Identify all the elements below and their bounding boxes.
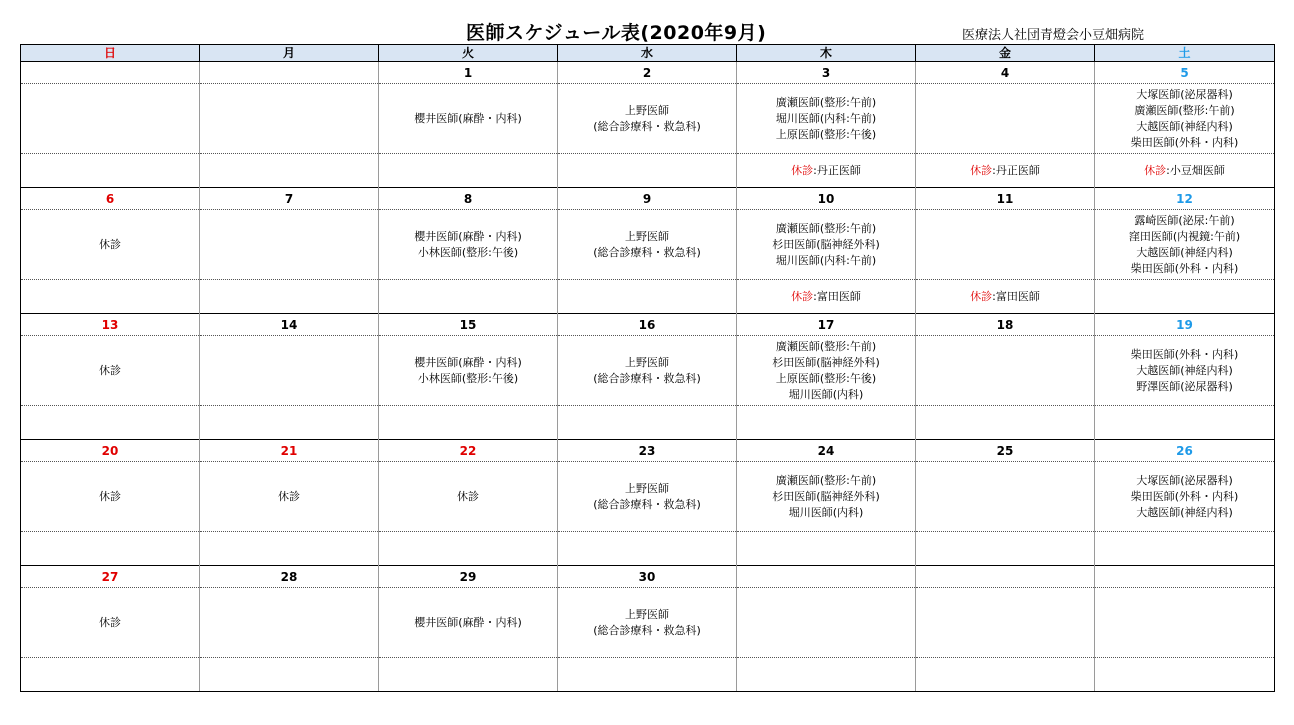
closed-doctor-name: :富田医師 [992, 289, 1040, 303]
doctor-cell-wed [558, 462, 737, 532]
doctor-cell-thu [737, 336, 916, 406]
doctor-cell-sat [1095, 84, 1275, 154]
date-cell-sun: 13 [21, 314, 200, 336]
date-row [21, 566, 1275, 588]
closed-cell-fri [916, 154, 1095, 188]
closed-doctor-name: :小豆畑医師 [1166, 163, 1225, 177]
doctor-entry: 休診 [99, 363, 121, 377]
closed-cell-thu [737, 532, 916, 566]
doctor-entry: 柴田医師(外科・内科) [1130, 261, 1239, 275]
closed-cell-thu [737, 154, 916, 188]
doctor-row [21, 210, 1275, 280]
doctor-cell-sun [21, 336, 200, 406]
doctor-row [21, 588, 1275, 658]
doctor-entry: 廣瀬医師(整形:午前) [1134, 103, 1235, 117]
doctor-entry: 廣瀬医師(整形:午前) [775, 95, 877, 109]
doctor-cell-thu [737, 84, 916, 154]
doctor-entry: 小林医師(整形:午後) [417, 371, 519, 385]
weekday-mon: 月 [200, 45, 379, 62]
doctor-entry: 露崎医師(泌尿:午前) [1134, 213, 1235, 227]
doctor-entry: 堀川医師(内科) [788, 387, 864, 401]
page-title: 医師スケジュール表(2020年9月) [466, 22, 767, 44]
doctor-cell-sat [1095, 336, 1275, 406]
closed-cell-sat [1095, 406, 1275, 440]
doctor-entry: 上野医師 [625, 103, 669, 117]
date-cell-sun: 20 [21, 440, 200, 462]
date-cell-tue: 15 [379, 314, 558, 336]
closed-cell-sun [21, 154, 200, 188]
closed-doctor-name: :富田医師 [813, 289, 861, 303]
date-cell-mon: 28 [200, 566, 379, 588]
closed-cell-sat [1095, 154, 1275, 188]
doctor-cell-mon [200, 336, 379, 406]
weekday-sun: 日 [21, 45, 200, 62]
doctor-row [21, 84, 1275, 154]
doctor-cell-fri [916, 210, 1095, 280]
doctor-entry: 上原医師(整形:午後) [775, 371, 877, 385]
closed-cell-thu [737, 406, 916, 440]
doctor-entry: 休診 [457, 489, 479, 503]
doctor-cell-thu [737, 588, 916, 658]
weekday-fri: 金 [916, 45, 1095, 62]
doctor-entry: 休診 [278, 489, 300, 503]
closed-cell-sun [21, 658, 200, 692]
date-cell-sat [1095, 566, 1275, 588]
doctor-entry: 廣瀬医師(整形:午前) [775, 221, 877, 235]
doctor-cell-mon [200, 84, 379, 154]
doctor-entry: 堀川医師(内科:午前) [775, 253, 877, 267]
doctor-cell-mon [200, 588, 379, 658]
doctor-entry: (総合診療科・救急科) [593, 371, 701, 385]
closed-row [21, 532, 1275, 566]
closed-row [21, 406, 1275, 440]
doctor-cell-fri [916, 588, 1095, 658]
date-cell-sat: 19 [1095, 314, 1275, 336]
doctor-entry: 休診 [99, 489, 121, 503]
date-row [21, 62, 1275, 84]
hospital-name: 医療法人社団青燈会小豆畑病院 [962, 28, 1145, 43]
doctor-entry: 野澤医師(泌尿器科) [1136, 379, 1233, 393]
doctor-entry: 小林医師(整形:午後) [417, 245, 519, 259]
closed-cell-mon [200, 154, 379, 188]
doctor-entry: (総合診療科・救急科) [593, 623, 701, 637]
closed-cell-fri [916, 532, 1095, 566]
doctor-entry: (総合診療科・救急科) [593, 245, 701, 259]
doctor-entry: 大塚医師(泌尿器科) [1136, 473, 1233, 487]
doctor-entry: 大塚医師(泌尿器科) [1136, 87, 1233, 101]
doctor-cell-wed [558, 210, 737, 280]
doctor-entry: 廣瀬医師(整形:午前) [775, 473, 877, 487]
date-cell-thu: 10 [737, 188, 916, 210]
closed-cell-wed [558, 154, 737, 188]
date-cell-mon: 7 [200, 188, 379, 210]
date-cell-mon: 14 [200, 314, 379, 336]
doctor-cell-tue [379, 462, 558, 532]
closed-row [21, 658, 1275, 692]
doctor-entry: (総合診療科・救急科) [593, 119, 701, 133]
doctor-entry: 大越医師(神経内科) [1136, 363, 1233, 377]
date-cell-fri: 11 [916, 188, 1095, 210]
doctor-cell-fri [916, 84, 1095, 154]
doctor-entry: 杉田医師(脳神経外科) [772, 355, 880, 369]
doctor-entry: 柴田医師(外科・内科) [1130, 489, 1239, 503]
doctor-row [21, 462, 1275, 532]
doctor-entry: 大越医師(神経内科) [1136, 505, 1233, 519]
doctor-entry: 上野医師 [625, 607, 669, 621]
doctor-entry: 休診 [99, 615, 121, 629]
date-cell-wed: 9 [558, 188, 737, 210]
doctor-cell-tue [379, 84, 558, 154]
closed-cell-wed [558, 532, 737, 566]
doctor-entry: 柴田医師(外科・内科) [1130, 347, 1239, 361]
date-cell-thu: 3 [737, 62, 916, 84]
doctor-cell-tue [379, 588, 558, 658]
weekday-sat: 土 [1095, 45, 1275, 62]
closed-label: 休診 [791, 289, 814, 303]
date-cell-fri: 25 [916, 440, 1095, 462]
doctor-entry: (総合診療科・救急科) [593, 497, 701, 511]
weekday-thu: 木 [737, 45, 916, 62]
doctor-entry: 堀川医師(内科) [788, 505, 864, 519]
doctor-entry: 上野医師 [625, 355, 669, 369]
doctor-entry: 上原医師(整形:午後) [775, 127, 877, 141]
doctor-cell-tue [379, 336, 558, 406]
date-cell-mon [200, 62, 379, 84]
closed-label: 休診 [970, 289, 993, 303]
closed-label: 休診 [1144, 163, 1167, 177]
closed-cell-sun [21, 280, 200, 314]
date-row [21, 314, 1275, 336]
date-row [21, 440, 1275, 462]
closed-row [21, 154, 1275, 188]
closed-doctor-name: :丹正医師 [992, 163, 1040, 177]
doctor-cell-sun [21, 462, 200, 532]
doctor-entry: 櫻井医師(麻酔・内科) [414, 229, 522, 243]
date-cell-sun: 27 [21, 566, 200, 588]
date-row [21, 188, 1275, 210]
closed-row [21, 280, 1275, 314]
doctor-entry: 窪田医師(内視鏡:午前) [1128, 229, 1241, 243]
closed-cell-thu [737, 658, 916, 692]
closed-cell-fri [916, 280, 1095, 314]
closed-doctor-name: :丹正医師 [813, 163, 861, 177]
closed-label: 休診 [791, 163, 814, 177]
doctor-entry: 休診 [99, 237, 121, 251]
closed-cell-tue [379, 154, 558, 188]
doctor-entry: 上野医師 [625, 229, 669, 243]
closed-cell-tue [379, 280, 558, 314]
date-cell-fri: 4 [916, 62, 1095, 84]
date-cell-tue: 22 [379, 440, 558, 462]
doctor-cell-thu [737, 462, 916, 532]
closed-cell-tue [379, 406, 558, 440]
date-cell-thu: 17 [737, 314, 916, 336]
date-cell-wed: 16 [558, 314, 737, 336]
doctor-entry: 大越医師(神経内科) [1136, 119, 1233, 133]
date-cell-fri: 18 [916, 314, 1095, 336]
date-cell-thu: 24 [737, 440, 916, 462]
closed-cell-sat [1095, 658, 1275, 692]
doctor-cell-sun [21, 84, 200, 154]
closed-cell-sat [1095, 280, 1275, 314]
doctor-cell-sun [21, 210, 200, 280]
doctor-entry: 廣瀬医師(整形:午前) [775, 339, 877, 353]
date-cell-tue: 1 [379, 62, 558, 84]
closed-cell-tue [379, 658, 558, 692]
date-cell-tue: 29 [379, 566, 558, 588]
weekday-header-row [21, 45, 1275, 62]
doctor-entry: 杉田医師(脳神経外科) [772, 489, 880, 503]
doctor-cell-fri [916, 462, 1095, 532]
closed-cell-fri [916, 658, 1095, 692]
doctor-entry: 櫻井医師(麻酔・内科) [414, 615, 522, 629]
weekday-tue: 火 [379, 45, 558, 62]
doctor-cell-sat [1095, 210, 1275, 280]
closed-cell-mon [200, 406, 379, 440]
date-cell-fri [916, 566, 1095, 588]
date-cell-thu [737, 566, 916, 588]
doctor-cell-thu [737, 210, 916, 280]
closed-cell-mon [200, 280, 379, 314]
doctor-entry: 堀川医師(内科:午前) [775, 111, 877, 125]
doctor-row [21, 336, 1275, 406]
doctor-entry: 大越医師(神経内科) [1136, 245, 1233, 259]
closed-cell-sun [21, 406, 200, 440]
closed-label: 休診 [970, 163, 993, 177]
schedule-table [20, 44, 1275, 692]
date-cell-sat: 5 [1095, 62, 1275, 84]
date-cell-sat: 26 [1095, 440, 1275, 462]
doctor-entry: 杉田医師(脳神経外科) [772, 237, 880, 251]
doctor-cell-wed [558, 336, 737, 406]
doctor-entry: 柴田医師(外科・内科) [1130, 135, 1239, 149]
doctor-cell-wed [558, 588, 737, 658]
doctor-entry: 櫻井医師(麻酔・内科) [414, 355, 522, 369]
date-cell-sun [21, 62, 200, 84]
closed-cell-thu [737, 280, 916, 314]
doctor-entry: 上野医師 [625, 481, 669, 495]
closed-cell-sun [21, 532, 200, 566]
doctor-cell-sat [1095, 588, 1275, 658]
doctor-cell-sun [21, 588, 200, 658]
doctor-cell-fri [916, 336, 1095, 406]
closed-cell-sat [1095, 532, 1275, 566]
date-cell-tue: 8 [379, 188, 558, 210]
doctor-cell-mon [200, 210, 379, 280]
closed-cell-wed [558, 406, 737, 440]
date-cell-wed: 23 [558, 440, 737, 462]
doctor-cell-sat [1095, 462, 1275, 532]
weekday-wed: 水 [558, 45, 737, 62]
date-cell-sun: 6 [21, 188, 200, 210]
closed-cell-mon [200, 658, 379, 692]
doctor-cell-tue [379, 210, 558, 280]
date-cell-mon: 21 [200, 440, 379, 462]
date-cell-wed: 30 [558, 566, 737, 588]
closed-cell-tue [379, 532, 558, 566]
date-cell-wed: 2 [558, 62, 737, 84]
doctor-cell-wed [558, 84, 737, 154]
doctor-entry: 櫻井医師(麻酔・内科) [414, 111, 522, 125]
closed-cell-fri [916, 406, 1095, 440]
date-cell-sat: 12 [1095, 188, 1275, 210]
closed-cell-wed [558, 658, 737, 692]
doctor-cell-mon [200, 462, 379, 532]
closed-cell-wed [558, 280, 737, 314]
schedule-body [21, 62, 1275, 692]
closed-cell-mon [200, 532, 379, 566]
